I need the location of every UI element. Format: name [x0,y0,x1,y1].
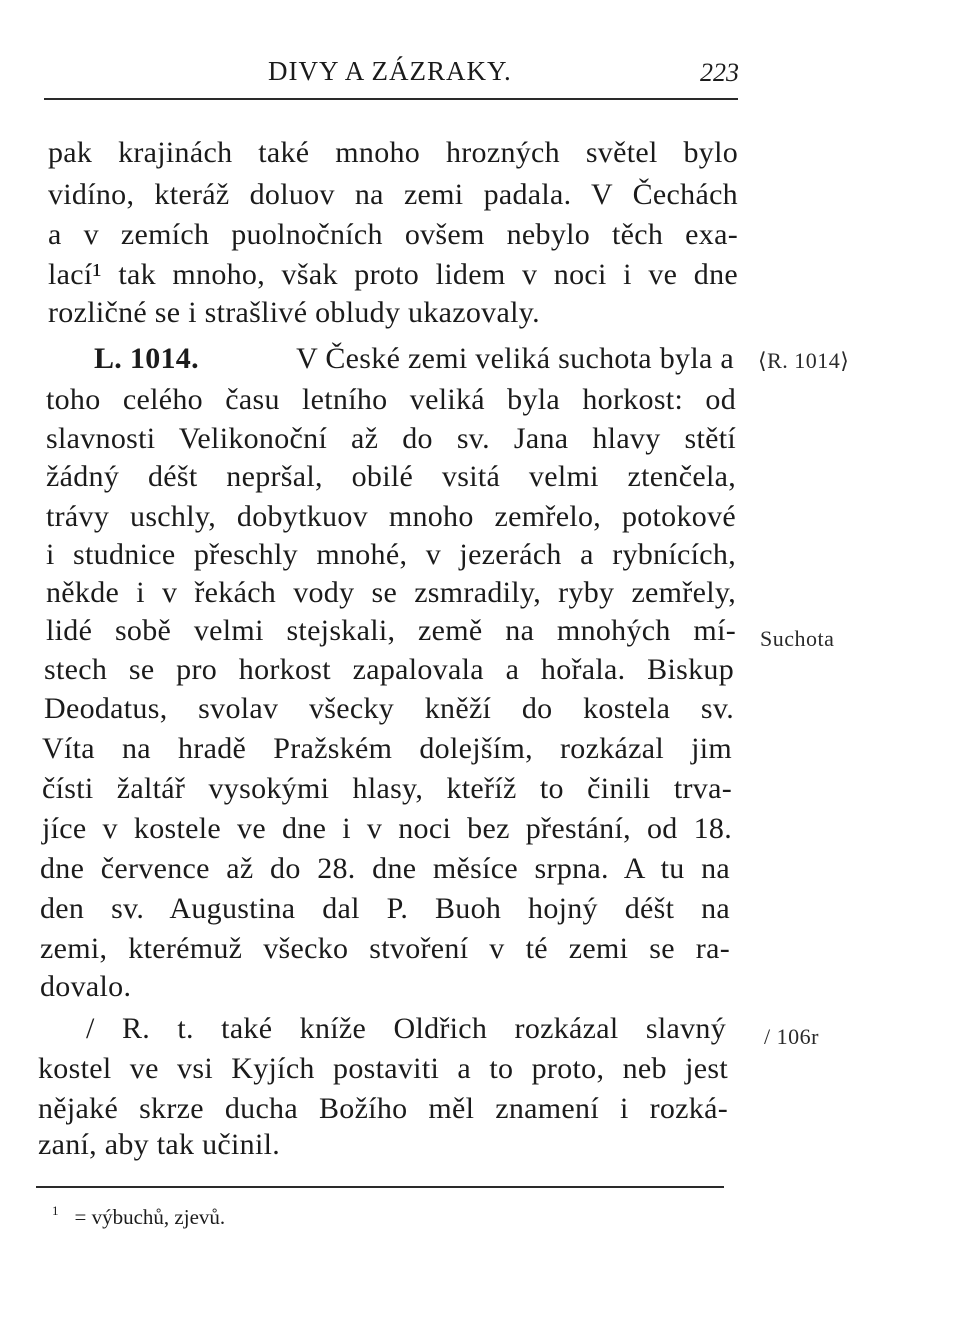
text-line: i studnice přeschly mnohé, v jezerách a rybnících, [46,538,736,571]
text-line: / R. t. také kníže Oldřich rozkázal slavný [86,1012,726,1045]
text-line: den sv. Augustina dal P. Buoh hojný déšt na [40,892,730,925]
text-line: zaní, aby tak učinil. [38,1128,281,1161]
text-line: nějaké skrze ducha Božího měl znamení i rozká- [38,1092,728,1125]
text-line: dovalo. [40,970,132,1003]
footnote-text: = výbuchů, zjevů. [74,1205,226,1229]
text-line: dne července až do 28. dne měsíce srpna. A tu na [40,852,730,885]
year-entry: L. 1014. [94,342,199,375]
margin-folio-note: / 106r [764,1024,819,1049]
running-title: DIVY A ZÁZRAKY. [268,56,512,86]
paragraph-opening-line [94,342,734,376]
text-line: zemi, kterémuž všecko stvoření v té zemi se ra- [40,932,730,965]
text-line: toho celého času letního veliká byla horkost: od [46,383,736,416]
text-line: lidé sobě velmi stejskali, země na mnohých mí- [46,614,736,647]
text-line: kostel ve vsi Kyjích postaviti a to proto, neb jest [38,1052,728,1085]
text-line: slavnosti Velikonoční až do sv. Jana hlavy stětí [46,422,736,455]
text-line: rozličné se i strašlivé obludy ukazovaly. [48,296,540,329]
text-line: jíce v kostele ve dne i v noci bez přestání, od 18. [42,812,732,845]
text-line: čísti žaltář vysokými hlasy, kteříž to činili trva- [42,772,732,805]
text-line-rest: V České zemi veliká suchota byla a [296,342,734,375]
text-line: stech se pro horkost zapalovala a hořala. Biskup [44,653,734,686]
text-line: trávy uschly, dobytkuov mnoho zemřelo, potokové [46,500,736,533]
text-line: Deodatus, svolav všecky kněží do kostela sv. [44,692,734,725]
text-line: někde i v řekách vody se zsmradily, ryby zemřely, [46,576,736,609]
text-line: lací¹ tak mnoho, však proto lidem v noci i ve dne [48,258,738,291]
text-line: Víta na hradě Pražském dolejším, rozkázal jim [42,732,732,765]
text-line: a v zemích puolnočních ovšem nebylo těch exa- [48,218,738,251]
text-line: žádný déšt nepršal, obilé vsitá velmi ztenčela, [46,460,736,493]
footnote-marker: 1 [52,1203,59,1218]
margin-year-note: ⟨R. 1014⟩ [758,348,850,373]
footnote [52,1205,225,1230]
margin-topic-note: Suchota [760,626,835,651]
text-line: vidíno, kteráž doluov na zemi padala. V Čechách [48,178,738,211]
text-line: pak krajinách také mnoho hrozných světel bylo [48,136,738,169]
page-number: 223 [700,58,739,87]
footnote-rule [36,1186,724,1188]
